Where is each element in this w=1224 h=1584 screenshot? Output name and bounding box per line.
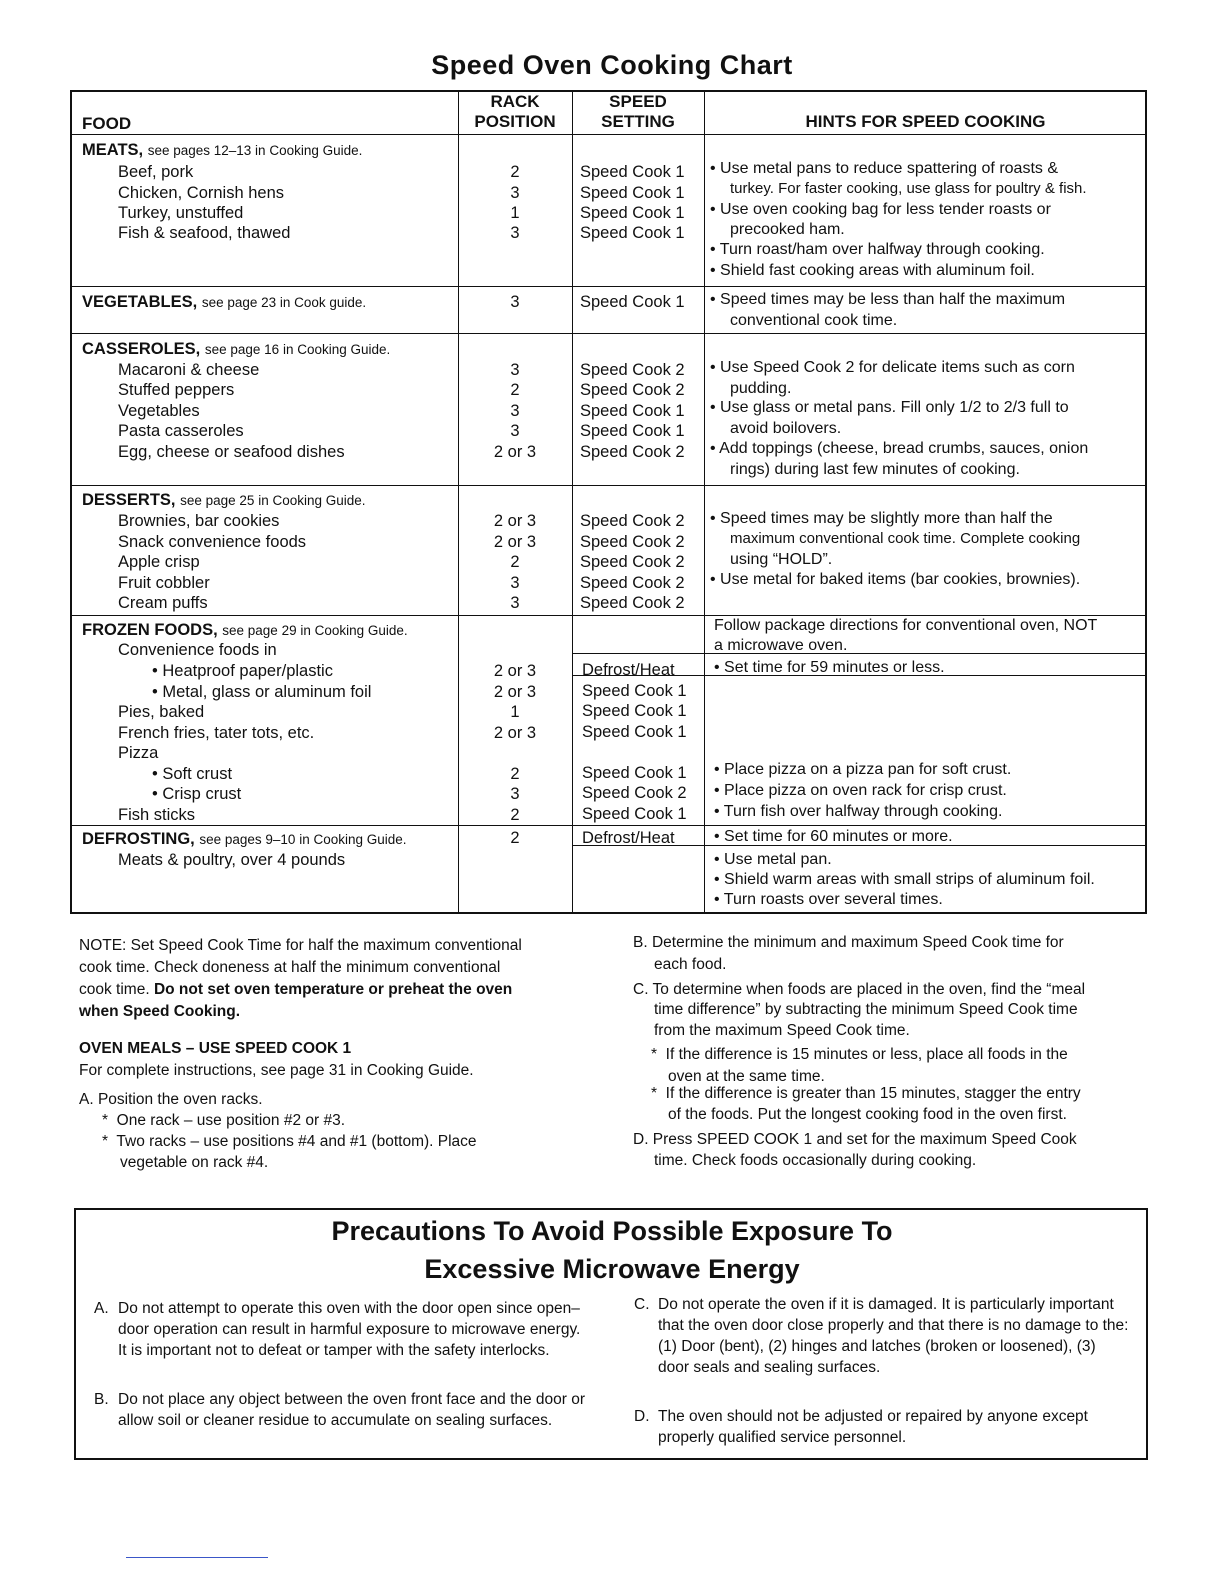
hint-line: • Shield warm areas with small strips of aluminum foil. [714,871,1095,888]
rack-value: 3 [510,422,520,440]
row-divider [72,485,1145,486]
step-a-bullet-cont: vegetable on rack #4. [120,1154,269,1171]
speed-setting: Speed Cook 1 [580,402,685,420]
rack-value: 2 or 3 [493,683,537,701]
oven-meals-title: OVEN MEALS – USE SPEED COOK 1 [79,1040,352,1057]
step-c-cont: from the maximum Speed Cook time. [654,1022,910,1039]
speed-setting: Speed Cook 1 [582,702,687,720]
rack-value: 1 [510,204,520,222]
food-item: Meats & poultry, over 4 pounds [118,851,346,869]
page-title: Speed Oven Cooking Chart [431,50,793,80]
speed-setting: Speed Cook 1 [580,224,685,242]
footer-rule [126,1557,268,1558]
header-setting: SETTING [601,112,675,131]
rack-value: 2 [510,553,520,571]
rack-value: 2 or 3 [493,662,537,680]
food-item: Beef, pork [118,163,194,181]
hint-line: • Use metal pans to reduce spattering of roasts & [710,160,1058,177]
hint-line: a microwave oven. [714,637,848,654]
step-d-cont: time. Check foods occasionally during cooking. [654,1152,977,1169]
note-line: cook time. Do not set oven temperature or preheat the oven [79,981,513,998]
food-item: Snack convenience foods [118,533,307,551]
column-divider [704,92,705,912]
hint-line: avoid boilovers. [730,420,842,437]
header-food: FOOD [82,114,132,133]
food-item: • Heatproof paper/plastic [152,662,333,680]
speed-setting: Speed Cook 1 [580,204,685,222]
step-c-cont: time difference” by subtracting the minimum Speed Cook time [654,1001,1078,1018]
rack-value: 2 [510,829,520,847]
header-position: POSITION [474,112,556,131]
rack-value: 2 [510,163,520,181]
step-c-bullet: * If the difference is greater than 15 minutes, stagger the entry [651,1085,1081,1102]
precaution-letter: A. [94,1300,109,1317]
food-item: Pasta casseroles [118,422,244,440]
category-frozen-foods: FROZEN FOODS, see page 29 in Cooking Guide. [82,621,408,639]
rack-value: 3 [510,361,520,379]
food-item: Turkey, unstuffed [118,204,244,222]
speed-setting: Speed Cook 1 [580,422,685,440]
food-item: Apple crisp [118,553,200,571]
speed-setting: Defrost/Heat [582,661,675,679]
row-divider [72,333,1145,334]
hint-line: • Set time for 60 minutes or more. [714,828,953,845]
step-b: B. Determine the minimum and maximum Speed Cook time for [633,934,1064,951]
hint-line: • Use metal for baked items (bar cookies, brownies). [710,571,1081,588]
hint-line: • Use metal pan. [714,851,832,868]
food-item: Fish sticks [118,806,196,824]
hint-line: • Use oven cooking bag for less tender roasts or [710,201,1051,218]
food-item: Macaroni & cheese [118,361,260,379]
row-divider [72,825,1145,826]
speed-setting: Speed Cook 1 [582,764,687,782]
row-divider [72,134,1145,135]
rack-value: 3 [510,785,520,803]
header-hints: HINTS FOR SPEED COOKING [805,112,1046,131]
speed-setting: Speed Cook 1 [582,805,687,823]
speed-setting: Defrost/Heat [582,829,675,847]
speed-setting: Speed Cook 2 [580,443,685,461]
food-item: • Soft crust [152,765,233,783]
step-c: C. To determine when foods are placed in the oven, find the “meal [633,981,1086,998]
food-item: • Crisp crust [152,785,242,803]
speed-setting: Speed Cook 2 [580,361,685,379]
food-item: French fries, tater tots, etc. [118,724,315,742]
step-d: D. Press SPEED COOK 1 and set for the maximum Speed Cook [633,1131,1077,1148]
step-c-bullet-cont: of the foods. Put the longest cooking food in the oven first. [668,1106,1067,1123]
oven-meals-intro: For complete instructions, see page 31 in Cooking Guide. [79,1062,474,1079]
row-divider [572,653,1145,654]
food-item: Pizza [118,744,159,762]
category-vegetables: VEGETABLES, see page 23 in Cook guide. [82,293,367,311]
step-c-bullet-cont: oven at the same time. [668,1068,825,1085]
rack-value: 3 [510,224,520,242]
speed-setting: Speed Cook 1 [582,723,687,741]
note-bold: Do not set oven temperature or preheat the oven [153,981,513,998]
note-line: NOTE: Set Speed Cook Time for half the maximum conventional [79,937,522,954]
rack-value: 2 or 3 [493,443,537,461]
speed-setting: Speed Cook 2 [580,553,685,571]
speed-setting: Speed Cook 2 [580,381,685,399]
rack-value: 2 or 3 [493,724,537,742]
hint-line: turkey. For faster cooking, use glass for poultry & fish. [730,180,1087,197]
hint-line: • Place pizza on a pizza pan for soft crust. [714,761,1012,778]
precaution-letter: D. [634,1408,650,1425]
speed-setting: Speed Cook 2 [582,784,687,802]
hint-line: • Shield fast cooking areas with aluminum foil. [710,262,1035,279]
row-divider [72,286,1145,287]
hint-line: • Set time for 59 minutes or less. [714,659,945,676]
hint-line: • Use Speed Cook 2 for delicate items such as corn [710,359,1075,376]
header-speed: SPEED [609,92,667,111]
hint-line: • Place pizza on oven rack for crisp crust. [714,782,1007,799]
rack-value: 2 [510,381,520,399]
food-item: Brownies, bar cookies [118,512,280,530]
food-item: Cream puffs [118,594,208,612]
step-c-bullet: * If the difference is 15 minutes or less, place all foods in the [651,1046,1068,1063]
hint-line: • Turn roast/ham over halfway through cooking. [710,241,1045,258]
food-item: • Metal, glass or aluminum foil [152,683,372,701]
rack-value: 3 [510,184,520,202]
hint-line: conventional cook time. [730,312,898,329]
step-a-bullet: * Two racks – use positions #4 and #1 (bottom). Place [102,1133,477,1150]
rack-value: 3 [510,293,520,311]
speed-setting: Speed Cook 2 [580,594,685,612]
hint-line: • Speed times may be less than half the maximum [710,291,1066,308]
hint-line: rings) during last few minutes of cooking. [730,461,1020,478]
food-item: Convenience foods in [118,641,277,659]
precautions-subtitle: Excessive Microwave Energy [424,1254,800,1284]
speed-setting: Speed Cook 2 [580,574,685,592]
precaution-letter: B. [94,1391,109,1408]
hint-line: • Turn roasts over several times. [714,891,943,908]
category-casseroles: CASSEROLES, see page 16 in Cooking Guide. [82,340,391,358]
speed-setting: Speed Cook 1 [580,184,685,202]
precaution-a: A. Do not attempt to operate this oven with the door open since open–door operation can result in harmful exposure to microwave energy. It is important not to defeat or tamper with the safety interlocks. [94,1300,581,1359]
category-meats: MEATS, see pages 12–13 in Cooking Guide. [82,141,363,159]
step-a: A. Position the oven racks. [79,1091,263,1108]
note-bold: when Speed Cooking. [79,1003,241,1020]
step-b-cont: each food. [654,956,727,973]
category-defrosting: DEFROSTING, see pages 9–10 in Cooking Guide. [82,830,407,848]
rack-value: 2 [510,806,520,824]
precautions-title: Precautions To Avoid Possible Exposure To [331,1216,893,1246]
hint-line: pudding. [730,380,792,397]
rack-value: 2 or 3 [493,533,537,551]
rack-value: 1 [510,703,520,721]
rack-value: 3 [510,402,520,420]
speed-setting: Speed Cook 1 [582,682,687,700]
food-item: Pies, baked [118,703,205,721]
food-item: Stuffed peppers [118,381,235,399]
food-item: Egg, cheese or seafood dishes [118,443,345,461]
hint-line: precooked ham. [730,221,845,238]
rack-value: 3 [510,594,520,612]
precaution-b: B. Do not place any object between the oven front face and the door or allow soil or cleaner residue to accumulate on sealing surfaces. [94,1391,586,1429]
speed-setting: Speed Cook 2 [580,512,685,530]
category-desserts: DESSERTS, see page 25 in Cooking Guide. [82,491,366,509]
hint-line: • Speed times may be slightly more than half the [710,510,1053,527]
precaution-d: D. The oven should not be adjusted or repaired by anyone except properly qualified service personnel. [634,1408,1088,1446]
precaution-c: C. Do not operate the oven if it is damaged. It is particularly important that the oven door close properly and that there is no damage to the: (1) Door (bent), (2) hinges and latches (broken or loosened), (3) door seals and sealing surfaces. [634,1296,1129,1376]
step-a-bullet: * One rack – use position #2 or #3. [102,1112,346,1129]
food-item: Chicken, Cornish hens [118,184,284,202]
column-divider [572,92,573,912]
precaution-letter: C. [634,1296,650,1313]
rack-value: 3 [510,574,520,592]
food-item: Fish & seafood, thawed [118,224,291,242]
hint-line: using “HOLD”. [730,551,833,568]
speed-setting: Speed Cook 1 [580,163,685,181]
speed-setting: Speed Cook 2 [580,533,685,551]
food-item: Fruit cobbler [118,574,210,592]
header-rack: RACK [490,92,540,111]
hint-line: • Turn fish over halfway through cooking. [714,803,1003,820]
food-item: Vegetables [118,402,200,420]
rack-value: 2 [510,765,520,783]
hint-line: • Use glass or metal pans. Fill only 1/2 to 2/3 full to [710,399,1069,416]
cooking-chart-table [70,90,1147,914]
hint-line: • Add toppings (cheese, bread crumbs, sauces, onion [710,440,1089,457]
speed-setting: Speed Cook 1 [580,293,685,311]
hint-line: maximum conventional cook time. Complete cooking [730,530,1081,547]
rack-value: 2 or 3 [493,512,537,530]
note-line: cook time. Check doneness at half the minimum conventional [79,959,501,976]
hint-line: Follow package directions for conventional oven, NOT [714,617,1098,634]
